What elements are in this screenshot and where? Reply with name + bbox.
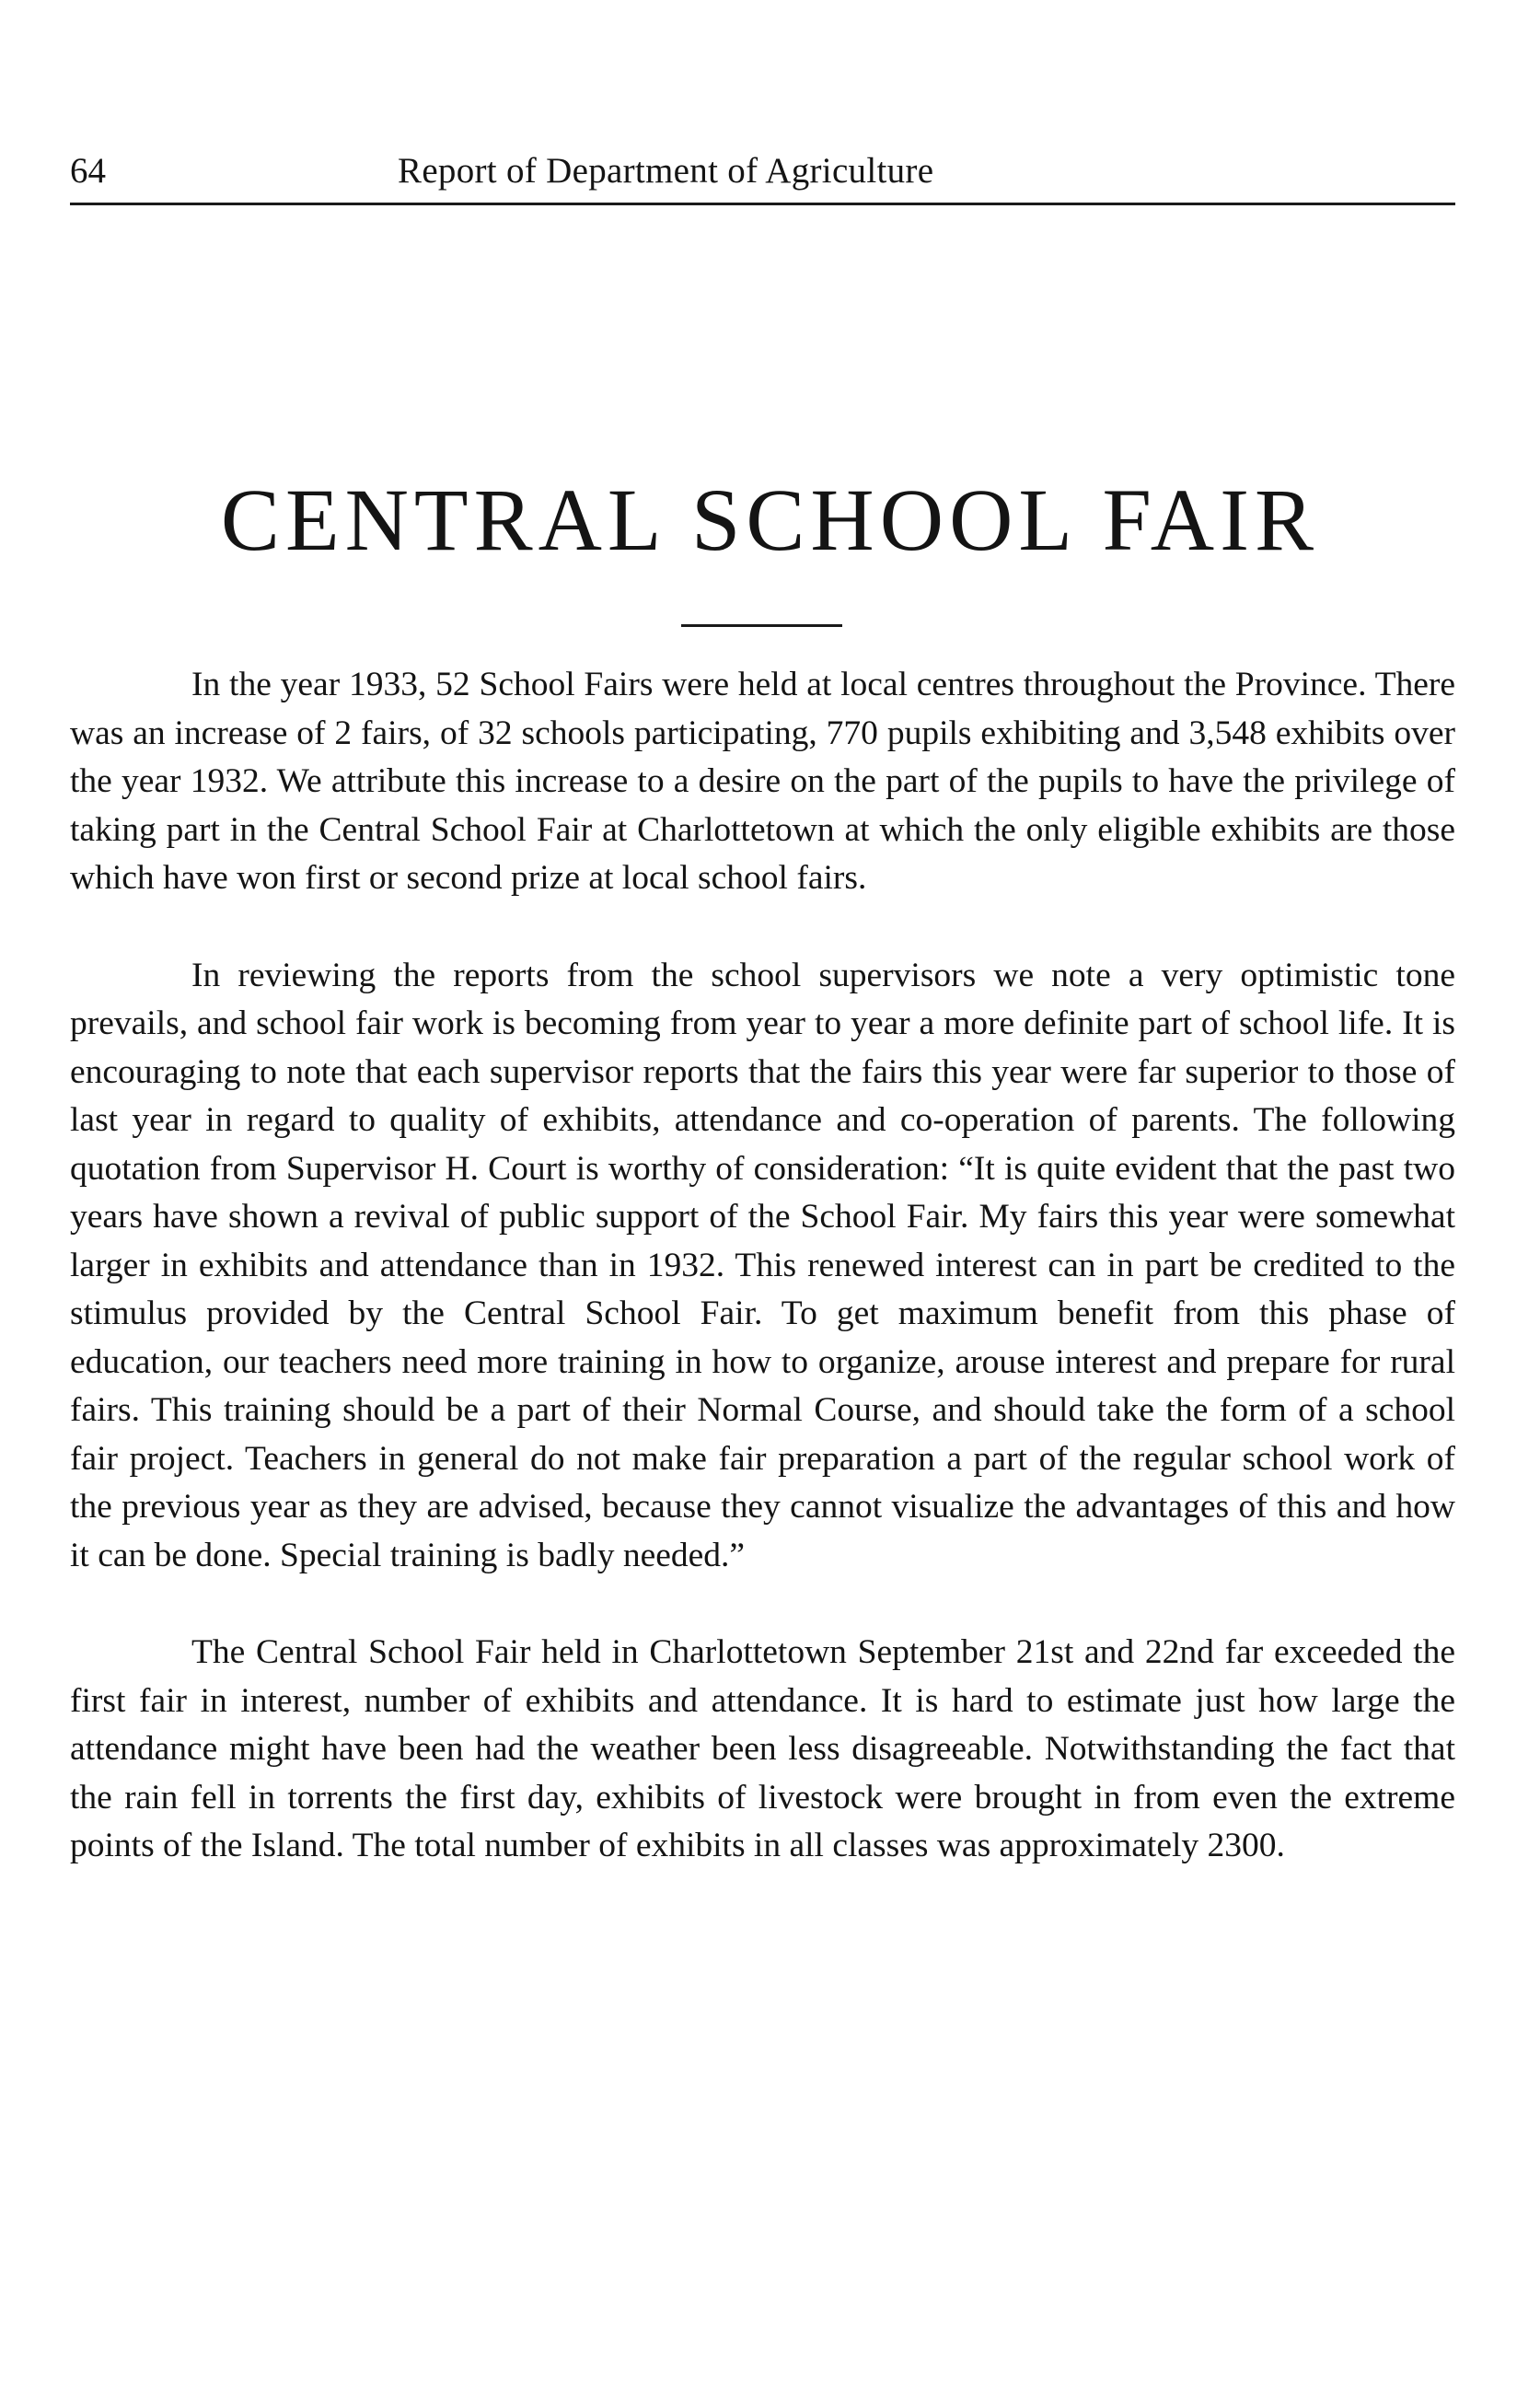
paragraph-3: The Central School Fair held in Charlottetown September 21st and 22nd far exceeded the first fair in interest, number of exhibits and attendance. It is hard to estimate just how large the attendance might have been had the weather been less disagreeable. Notwithstanding the fact that the rain fell in torrents the first day, exhibits of livestock were brought in from even the extreme points of the Island. The total number of exhibits in all classes was approximately 2300. [70, 1633, 1455, 1864]
paragraph-1: In the year 1933, 52 School Fairs were held at local centres throughout the Province. There was an increase of 2 fairs, of 32 schools participating, 770 pupils exhibiting and 3,548 exhibits over the year 1932. We attribute this increase to a desire on the part of the pupils to have the privilege of taking part in the Central School Fair at Charlottetown at which the only eligible exhibits are those which have won first or second prize at local school fairs. [70, 666, 1455, 897]
page-title: CENTRAL SCHOOL FAIR [220, 470, 1320, 569]
running-header [70, 145, 1455, 205]
paragraph-2: In reviewing the reports from the school supervisors we note a very optimistic tone prevails, and school fair work is becoming from year to year a more definite part of school life. It is encouraging to note that each supervisor reports that the fairs this year were far superior to those of last year in regard to quality of exhibits, attendance and co-operation of parents. The following quotation from Supervisor H. Court is worthy of consideration: “It is quite evident that the past two years have shown a revival of public support of the School Fair. My fairs this year were somewhat larger in exhibits and attendance than in 1932. This renewed interest can in part be credited to the stimulus provided by the Central School Fair. To get maximum benefit from this phase of education, our teachers need more training in how to organize, arouse interest and prepare for rural fairs. This training should be a part of their Normal Course, and should take the form of a school fair project. Teachers in general do not make fair preparation a part of the regular school work of the previous year as they are advised, because they cannot visualize the advantages of this and how it can be done. Special training is badly needed.” [70, 956, 1455, 1574]
article-body [70, 661, 1455, 1920]
running-title: Report of Department of Agriculture [398, 151, 934, 191]
title-divider [681, 624, 842, 627]
page-number: 64 [70, 151, 106, 191]
